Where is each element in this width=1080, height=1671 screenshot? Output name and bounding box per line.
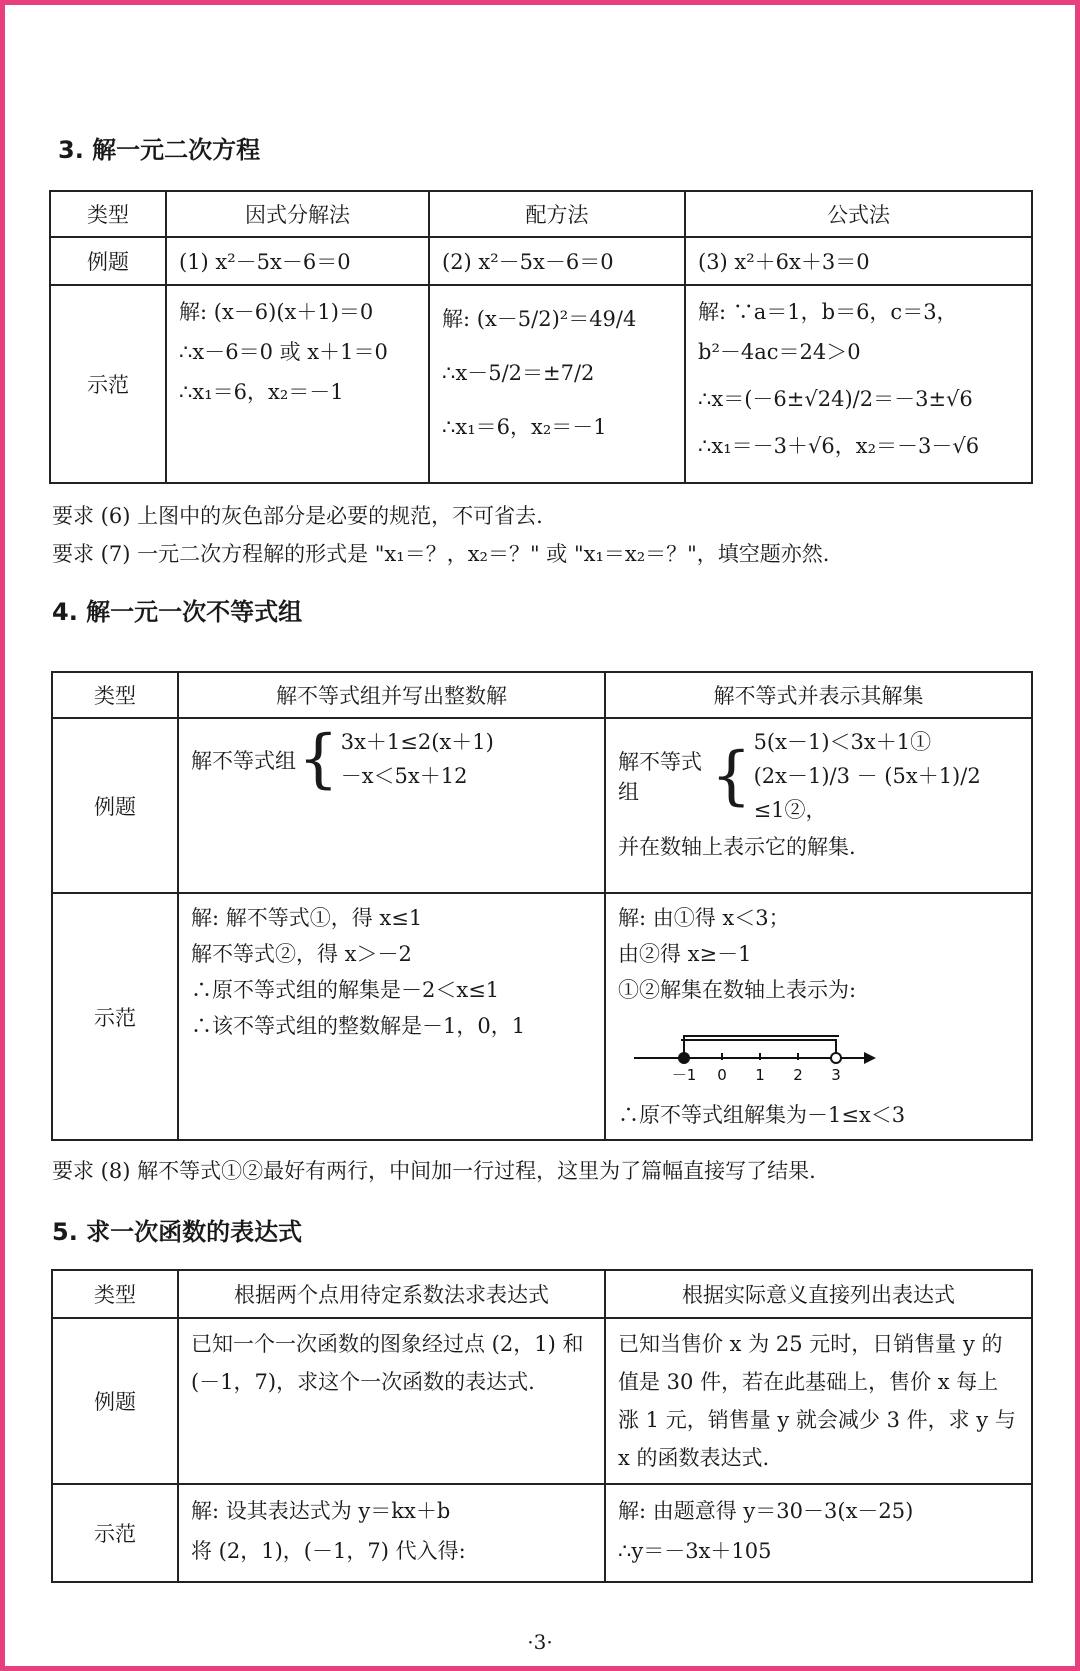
header-type: 类型 — [52, 672, 178, 718]
inequality-system — [618, 725, 1019, 827]
row-label-example: 例题 — [50, 237, 166, 285]
tick-label: 0 — [717, 1066, 727, 1084]
demo-step: ∴原不等式组的解集是－2＜x≤1 — [191, 978, 500, 1002]
header-integer-solutions: 解不等式组并写出整数解 — [178, 672, 605, 718]
header-undetermined-coefficients: 根据两个点用待定系数法求表达式 — [178, 1270, 605, 1318]
axis-arrow-icon — [864, 1052, 876, 1064]
left-brace-icon: { — [298, 722, 339, 796]
formula-step: 解: ∵a＝1，b＝6，c＝3， — [698, 300, 958, 324]
header-completing-square: 配方法 — [429, 191, 685, 237]
left-brace-icon: { — [710, 739, 752, 813]
complete-step: 解: (x－5/2)²＝49/4 — [442, 307, 637, 331]
header-factoring: 因式分解法 — [166, 191, 429, 237]
tick-label: 1 — [755, 1066, 765, 1084]
complete-step: ∴x－5/2＝±7/2 — [442, 361, 595, 385]
demo-solution-set — [605, 893, 1032, 1140]
header-solution-set: 解不等式并表示其解集 — [605, 672, 1032, 718]
solution-bracket-max — [681, 1040, 836, 1058]
demo-two-points — [178, 1484, 605, 1582]
demo-step: 解: 解不等式①，得 x≤1 — [191, 906, 423, 930]
requirement-8: 要求 (8) 解不等式①②最好有两行，中间加一行过程，这里为了篇幅直接写了结果. — [52, 1159, 816, 1183]
demo-step: 将 (2，1)，(－1，7) 代入得: — [191, 1539, 466, 1563]
row-label-example: 例题 — [52, 1318, 178, 1484]
header-practical-meaning: 根据实际意义直接列出表达式 — [605, 1270, 1032, 1318]
system-line: －x＜5x＋12 — [340, 764, 468, 788]
requirement-7: 要求 (7) 一元二次方程解的形式是 "x₁＝？，x₂＝？" 或 "x₁＝x₂＝？"，填空题亦然. — [52, 542, 830, 566]
section-3-heading: 3. 解一元二次方程 — [58, 136, 261, 164]
row-label-demo: 示范 — [50, 285, 166, 483]
section-5-heading: 5. 求一次函数的表达式 — [52, 1218, 303, 1246]
demo-integer-solutions — [178, 893, 605, 1140]
header-type: 类型 — [50, 191, 166, 237]
system-prefix: 解不等式组 — [191, 749, 296, 773]
inequality-system — [191, 722, 494, 796]
section-4-heading: 4. 解一元一次不等式组 — [52, 598, 303, 626]
demo-completing-square — [429, 285, 685, 483]
example-system-left — [178, 718, 605, 893]
tick-label: 3 — [831, 1066, 841, 1084]
system-line: 3x＋1≤2(x＋1) — [340, 730, 494, 754]
example-1: (1) x²－5x－6＝0 — [166, 237, 429, 285]
system-line: 5(x－1)＜3x＋1① — [753, 730, 932, 754]
page-number: ·3· — [527, 1630, 553, 1654]
formula-step: ∴x＝(－6±√24)/2＝－3±√6 — [698, 387, 973, 411]
example-practical: 已知当售价 x 为 25 元时，日销售量 y 的值是 30 件，若在此基础上，售价 x 每上涨 1 元，销售量 y 就会减少 3 件，求 y 与 x 的函数表达式. — [605, 1318, 1032, 1484]
demo-step: 解: 由①得 x＜3； — [618, 906, 790, 930]
demo-practical — [605, 1484, 1032, 1582]
demo-step: ∴该不等式组的整数解是－1，0，1 — [191, 1014, 526, 1038]
system-line: (2x－1)/3 － (5x＋1)/2 ≤1②， — [753, 764, 981, 822]
header-type: 类型 — [52, 1270, 178, 1318]
demo-step: 由②得 x≥－1 — [618, 942, 752, 966]
system-suffix: 并在数轴上表示它的解集. — [618, 835, 856, 859]
demo-step: 解: 由题意得 y＝30－3(x－25) — [618, 1499, 914, 1523]
requirement-6: 要求 (6) 上图中的灰色部分是必要的规范，不可省去. — [52, 504, 543, 528]
system-prefix: 解不等式组 — [618, 750, 702, 804]
demo-step: 解: 设其表达式为 y＝kx＋b — [191, 1499, 451, 1523]
example-system-right — [605, 718, 1032, 893]
demo-step: 解不等式②，得 x＞－2 — [191, 942, 412, 966]
demo-step: ①②解集在数轴上表示为: — [618, 978, 857, 1002]
header-formula: 公式法 — [685, 191, 1032, 237]
endpoint-max — [831, 1053, 841, 1063]
formula-step: b²－4ac＝24＞0 — [698, 340, 861, 364]
factor-step: ∴x－6＝0 或 x＋1＝0 — [179, 340, 388, 364]
example-two-points: 已知一个一次函数的图象经过点 (2，1) 和 (－1，7)，求这个一次函数的表达式. — [178, 1318, 605, 1484]
row-label-demo: 示范 — [52, 893, 178, 1140]
row-label-demo: 示范 — [52, 1484, 178, 1582]
factor-step: ∴x₁＝6，x₂＝－1 — [179, 380, 344, 404]
example-3: (3) x²＋6x＋3＝0 — [685, 237, 1032, 285]
demo-conclusion: ∴原不等式组解集为－1≤x＜3 — [618, 1103, 906, 1127]
inequality-table — [51, 671, 1033, 1141]
example-2: (2) x²－5x－6＝0 — [429, 237, 685, 285]
tick-label: －1 — [671, 1066, 697, 1084]
demo-step: ∴y＝－3x＋105 — [618, 1539, 772, 1563]
formula-step: ∴x₁＝－3＋√6，x₂＝－3－√6 — [698, 434, 980, 458]
quadratic-table — [49, 190, 1033, 484]
number-line-figure — [624, 1024, 884, 1086]
tick-label: 2 — [793, 1066, 803, 1084]
demo-factoring — [166, 285, 429, 483]
factor-step: 解: (x－6)(x＋1)＝0 — [179, 300, 374, 324]
endpoint-min — [679, 1053, 689, 1063]
row-label-example: 例题 — [52, 718, 178, 893]
complete-step: ∴x₁＝6，x₂＝－1 — [442, 415, 607, 439]
number-line — [624, 1024, 1019, 1091]
linear-function-table — [51, 1269, 1033, 1583]
demo-formula — [685, 285, 1032, 483]
